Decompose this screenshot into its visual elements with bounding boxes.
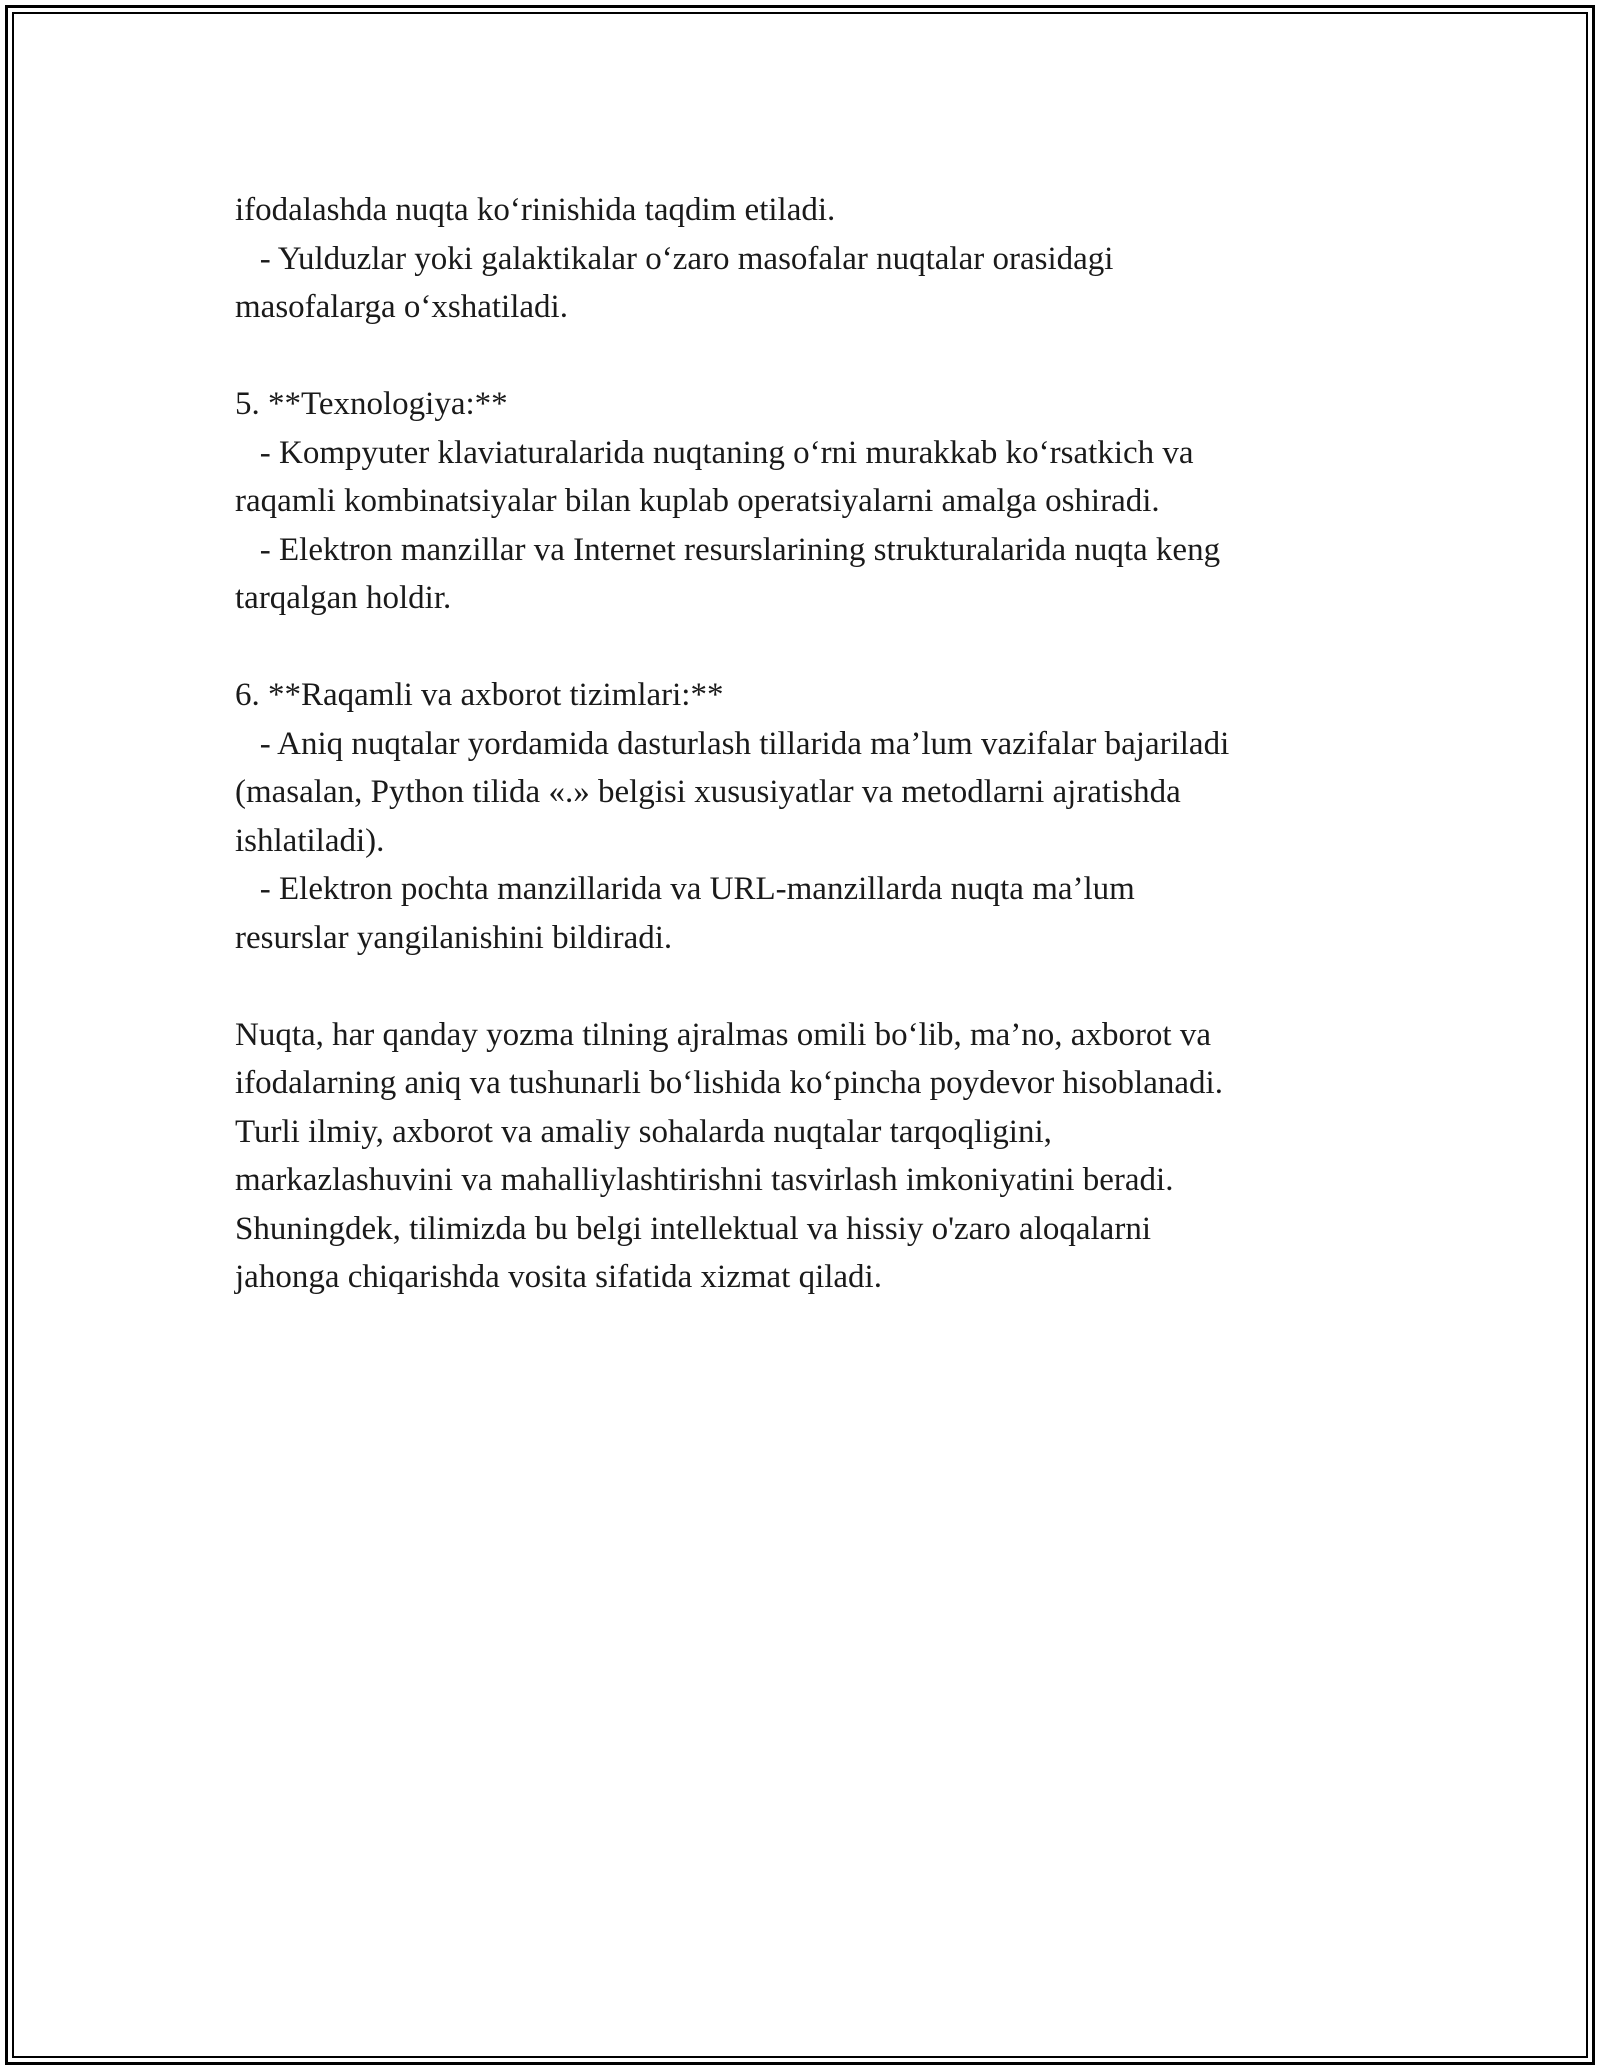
text-line: - Kompyuter klaviaturalarida nuqtaning o‘rni murakkab ko‘rsatkich va <box>235 434 1194 471</box>
text-line: masofalarga o‘xshatiladi. <box>235 289 568 325</box>
text-line: (masalan, Python tilida «.» belgisi xususiyatlar va metodlarni ajratishda <box>235 774 1181 810</box>
paragraph-gap <box>235 332 1385 381</box>
text-line: ifodalashda nuqta ko‘rinishida taqdim etiladi. <box>235 192 836 228</box>
text-line: ifodalarning aniq va tushunarli bo‘lishida ko‘pincha poydevor hisoblanadi. <box>235 1065 1223 1101</box>
text-line: tarqalgan holdir. <box>235 580 452 616</box>
section-heading: 6. **Raqamli va axborot tizimlari:** <box>235 677 724 713</box>
text-line: markazlashuvini va mahalliylashtirishni tasvirlash imkoniyatini beradi. <box>235 1162 1174 1198</box>
text-line: raqamli kombinatsiyalar bilan kuplab operatsiyalarni amalga oshiradi. <box>235 483 1160 519</box>
text-line: ishlatiladi). <box>235 822 385 859</box>
text-line: - Yulduzlar yoki galaktikalar o‘zaro masofalar nuqtalar orasidagi <box>235 240 1114 277</box>
paragraph-gap <box>235 623 1385 672</box>
text-line: jahonga chiqarishda vosita sifatida xizmat qiladi. <box>235 1259 882 1295</box>
text-line: - Elektron pochta manzillarida va URL-manzillarda nuqta ma’lum <box>235 871 1135 907</box>
paragraph-gap <box>235 962 1385 1011</box>
text-line: Shuningdek, tilimizda bu belgi intellektual va hissiy o'zaro aloqalarni <box>235 1210 1151 1247</box>
text-line: Turli ilmiy, axborot va amaliy sohalarda nuqtalar tarqoqligini, <box>235 1113 1052 1150</box>
text-line: resurslar yangilanishini bildiradi. <box>235 919 673 956</box>
text-line: - Aniq nuqtalar yordamida dasturlash tillarida ma’lum vazifalar bajariladi <box>235 725 1230 762</box>
text-line: Nuqta, har qanday yozma tilning ajralmas omili bo‘lib, ma’no, axborot va <box>235 1016 1211 1053</box>
document-body <box>235 186 1385 1302</box>
section-heading: 5. **Texnologiya:** <box>235 386 508 422</box>
text-line: - Elektron manzillar va Internet resurslarining strukturalarida nuqta keng <box>235 531 1221 568</box>
